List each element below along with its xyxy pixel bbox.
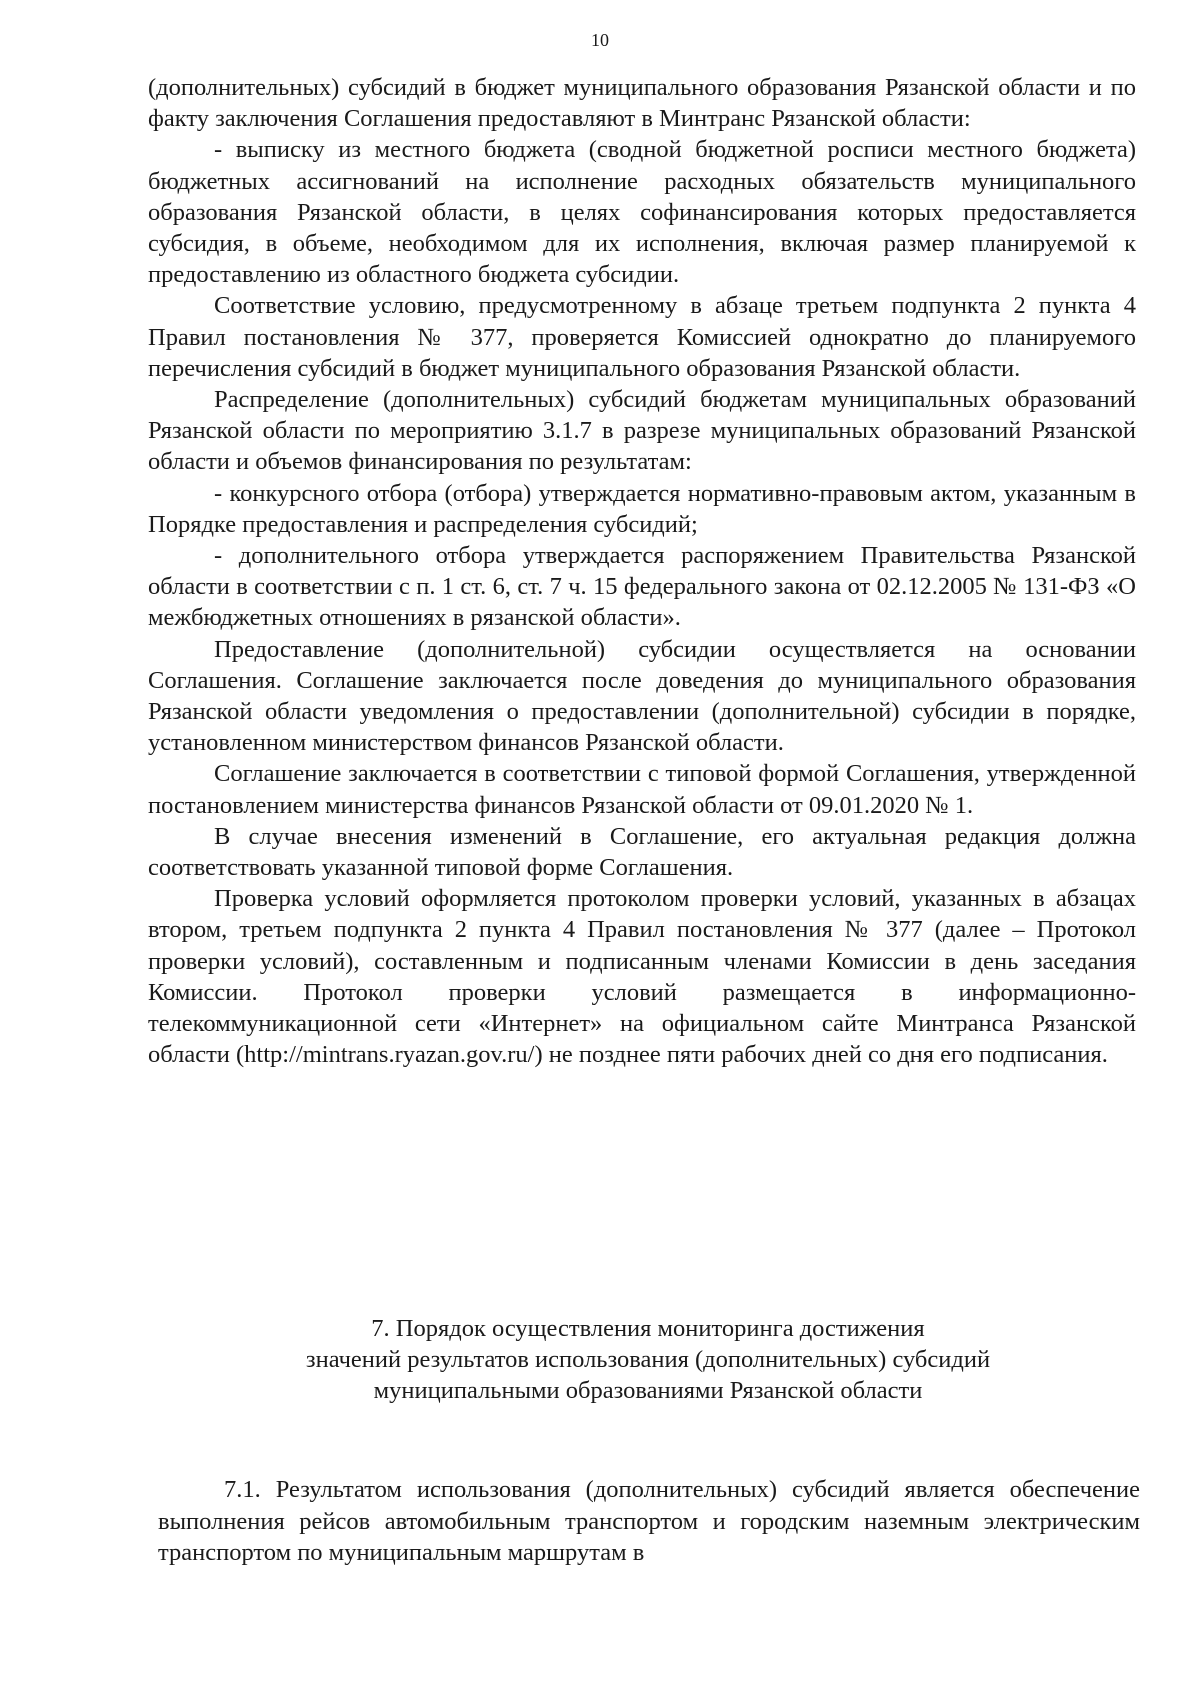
paragraph-1: (дополнительных) субсидий в бюджет муниципального образования Рязанской области и по факту заключения Соглашения предоставляют в Минтранс Рязанской области: (148, 74, 1136, 133)
paragraph-2: - выписку из местного бюджета (сводной бюджетной росписи местного бюджета) бюджетных ассигнований на исполнение расходных обязательств муниципального образования Рязанской области, в целях софинансирования которых предоставляется субсидия, в объеме, необходимом для их исполнения, включая размер планируемой к предоставлению из областного бюджета субсидии. (148, 136, 1136, 289)
section-7-text (158, 1474, 1140, 1569)
section-heading-line-2: значений результатов использования (дополнительных) субсидий (305, 1346, 991, 1373)
paragraph-10: Проверка условий оформляется протоколом проверки условий, указанных в абзацах втором, третьем подпункта 2 пункта 4 Правил постановления № 377 (далее – Протокол проверки условий), составленным и подписанным членами Комиссии в день заседания Комиссии. Протокол проверки условий размещается в информационно-телекоммуникационной сети «Интернет» на официальном сайте Минтранса Рязанской области (http://mintrans.ryazan.gov.ru/) не позднее пяти рабочих дней со дня его подписания. (148, 885, 1136, 1069)
paragraph-7: Предоставление (дополнительной) субсидии осуществляется на основании Соглашения. Соглашение заключается после доведения до муниципального образования Рязанской области уведомления о предоставлении (дополнительной) субсидии в порядке, установленном министерством финансов Рязанской области. (148, 635, 1136, 757)
section-heading-line-1: 7. Порядок осуществления мониторинга достижения (371, 1315, 925, 1342)
paragraph-4: Распределение (дополнительных) субсидий бюджетам муниципальных образований Рязанской области по мероприятию 3.1.7 в разрезе муниципальных образований Рязанской области и объемов финансирования по результатам: (148, 386, 1136, 476)
paragraph-5: - конкурсного отбора (отбора) утверждается нормативно-правовым актом, указанным в Порядке предоставления и распределения субсидий; (148, 479, 1136, 538)
body-text (148, 72, 1136, 1071)
paragraph-7-1: 7.1. Результатом использования (дополнительных) субсидий является обеспечение выполнения рейсов автомобильным транспортом и городским наземным электрическим транспортом по муниципальным маршрутам в (158, 1476, 1140, 1566)
page-number: 10 (591, 30, 609, 50)
section-heading (148, 1313, 1148, 1406)
paragraph-9: В случае внесения изменений в Соглашение, его актуальная редакция должна соответствовать указанной типовой форме Соглашения. (148, 822, 1136, 882)
paragraph-8: Соглашение заключается в соответствии с типовой формой Соглашения, утвержденной постановлением министерства финансов Рязанской области от 09.01.2020 № 1. (148, 760, 1136, 819)
paragraph-3: Соответствие условию, предусмотренному в абзаце третьем подпункта 2 пункта 4 Правил постановления № 377, проверяется Комиссией однократно до планируемого перечисления субсидий в бюджет муниципального образования Рязанской области. (148, 292, 1136, 382)
paragraph-6: - дополнительного отбора утверждается распоряжением Правительства Рязанской области в соответствии с п. 1 ст. 6, ст. 7 ч. 15 федерального закона от 02.12.2005 № 131-ФЗ «О межбюджетных отношениях в рязанской области». (148, 542, 1136, 632)
section-heading-line-3: муниципальными образованиями Рязанской области (373, 1377, 923, 1404)
